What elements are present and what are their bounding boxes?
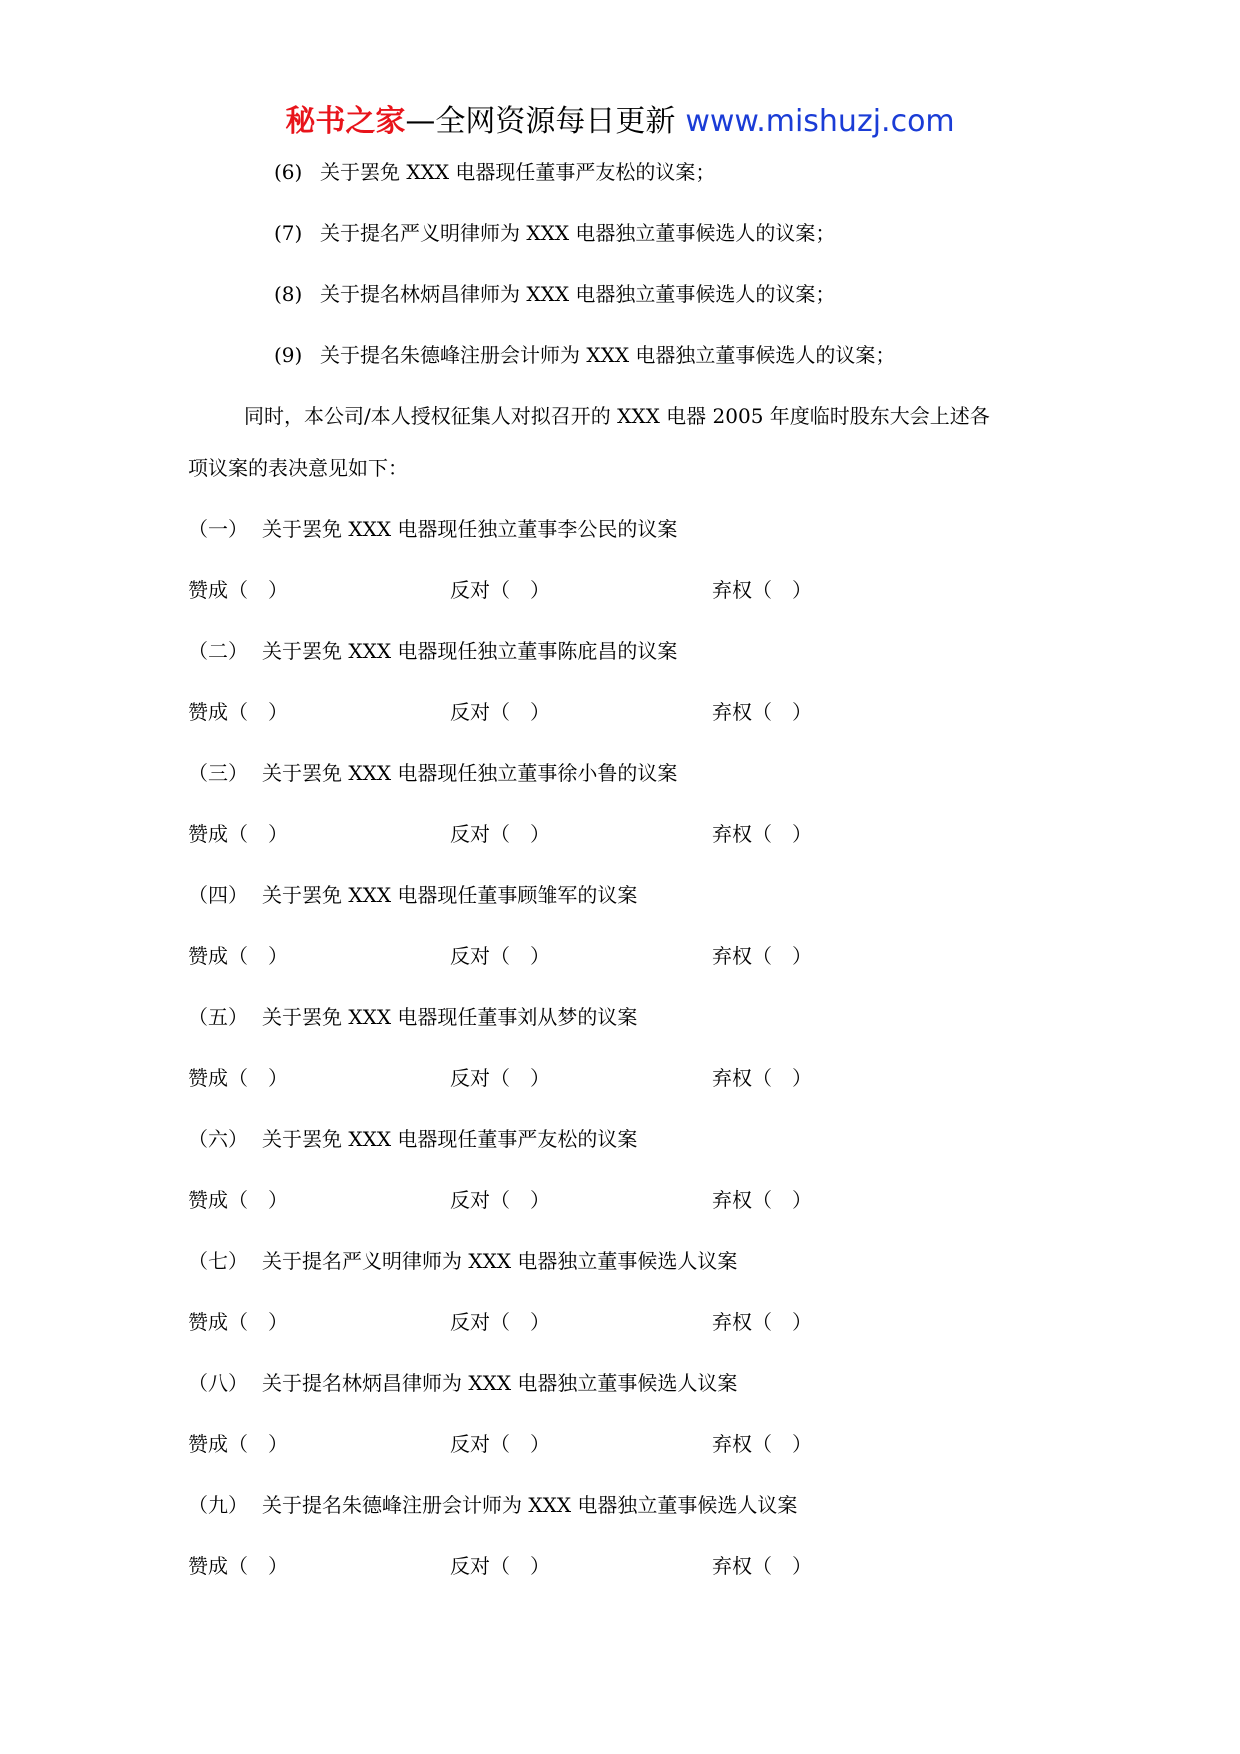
vote-approve-option[interactable]: 赞成（ ） [188, 944, 288, 968]
vote-abstain-option[interactable]: 弃权（ ） [712, 700, 812, 724]
vote-oppose-option[interactable]: 反对（ ） [450, 1554, 550, 1578]
vote-abstain-option[interactable]: 弃权（ ） [712, 944, 812, 968]
vote-approve-option[interactable]: 赞成（ ） [188, 1066, 288, 1090]
vote-abstain-option[interactable]: 弃权（ ） [712, 578, 812, 602]
resolution-text: 关于罢免 XXX 电器现任独立董事陈庇昌的议案 [262, 639, 678, 663]
resolution-text: 关于提名朱德峰注册会计师为 XXX 电器独立董事候选人议案 [262, 1493, 798, 1517]
vote-options-row [188, 1424, 1068, 1485]
vote-oppose-option[interactable]: 反对（ ） [450, 822, 550, 846]
resolution-text: 关于罢免 XXX 电器现任董事刘从梦的议案 [262, 1005, 638, 1029]
item-number: (8) [274, 282, 303, 306]
vote-oppose-option[interactable]: 反对（ ） [450, 700, 550, 724]
watermark-slogan: —全网资源每日更新 [405, 104, 676, 139]
vote-abstain-option[interactable]: 弃权（ ） [712, 1066, 812, 1090]
numbered-item [188, 335, 1068, 396]
resolution-title [188, 997, 1068, 1058]
resolution-label: （四） [188, 883, 248, 907]
vote-approve-option[interactable]: 赞成（ ） [188, 822, 288, 846]
authorization-paragraph-line1: 同时，本公司/本人授权征集人对拟召开的 XXX 电器 2005 年度临时股东大会上述各 [244, 404, 990, 428]
vote-oppose-option[interactable]: 反对（ ） [450, 1310, 550, 1334]
item-text: 关于提名林炳昌律师为 XXX 电器独立董事候选人的议案； [320, 282, 836, 306]
vote-options-row [188, 1058, 1068, 1119]
resolution-title [188, 1485, 1068, 1546]
resolution-list [188, 509, 1068, 1607]
vote-options-row [188, 814, 1068, 875]
watermark-brand: 秘书之家 [285, 104, 406, 139]
vote-abstain-option[interactable]: 弃权（ ） [712, 822, 812, 846]
authorization-paragraph-line2: 项议案的表决意见如下： [188, 456, 408, 480]
numbered-item [188, 152, 1068, 213]
vote-oppose-option[interactable]: 反对（ ） [450, 578, 550, 602]
resolution-title [188, 509, 1068, 570]
watermark-header [0, 102, 1240, 142]
vote-abstain-option[interactable]: 弃权（ ） [712, 1432, 812, 1456]
vote-approve-option[interactable]: 赞成（ ） [188, 1432, 288, 1456]
vote-abstain-option[interactable]: 弃权（ ） [712, 1554, 812, 1578]
resolution-text: 关于罢免 XXX 电器现任董事顾雏军的议案 [262, 883, 638, 907]
resolution-label: （一） [188, 517, 248, 541]
watermark-url: www.mishuzj.com [685, 104, 955, 139]
resolution-title [188, 1241, 1068, 1302]
item-text: 关于罢免 XXX 电器现任董事严友松的议案； [320, 160, 716, 184]
resolution-label: （九） [188, 1493, 248, 1517]
numbered-item [188, 213, 1068, 274]
vote-options-row [188, 570, 1068, 631]
resolution-title [188, 753, 1068, 814]
item-number: (9) [274, 343, 303, 367]
resolution-text: 关于罢免 XXX 电器现任独立董事徐小鲁的议案 [262, 761, 678, 785]
vote-options-row [188, 692, 1068, 753]
numbered-item [188, 274, 1068, 335]
resolution-label: （三） [188, 761, 248, 785]
resolution-title [188, 631, 1068, 692]
vote-oppose-option[interactable]: 反对（ ） [450, 1188, 550, 1212]
resolution-label: （二） [188, 639, 248, 663]
vote-approve-option[interactable]: 赞成（ ） [188, 578, 288, 602]
resolution-title [188, 875, 1068, 936]
item-number: (7) [274, 221, 303, 245]
resolution-text: 关于罢免 XXX 电器现任董事严友松的议案 [262, 1127, 638, 1151]
vote-options-row [188, 936, 1068, 997]
vote-options-row [188, 1180, 1068, 1241]
vote-options-row [188, 1546, 1068, 1607]
vote-oppose-option[interactable]: 反对（ ） [450, 944, 550, 968]
vote-oppose-option[interactable]: 反对（ ） [450, 1066, 550, 1090]
item-number: (6) [274, 160, 303, 184]
vote-oppose-option[interactable]: 反对（ ） [450, 1432, 550, 1456]
resolution-text: 关于提名严义明律师为 XXX 电器独立董事候选人议案 [262, 1249, 738, 1273]
resolution-title [188, 1363, 1068, 1424]
resolution-text: 关于提名林炳昌律师为 XXX 电器独立董事候选人议案 [262, 1371, 738, 1395]
vote-approve-option[interactable]: 赞成（ ） [188, 700, 288, 724]
resolution-label: （八） [188, 1371, 248, 1395]
document-body [188, 152, 1068, 1607]
vote-approve-option[interactable]: 赞成（ ） [188, 1310, 288, 1334]
vote-approve-option[interactable]: 赞成（ ） [188, 1554, 288, 1578]
vote-options-row [188, 1302, 1068, 1363]
vote-approve-option[interactable]: 赞成（ ） [188, 1188, 288, 1212]
resolution-label: （六） [188, 1127, 248, 1151]
resolution-text: 关于罢免 XXX 电器现任独立董事李公民的议案 [262, 517, 678, 541]
item-text: 关于提名朱德峰注册会计师为 XXX 电器独立董事候选人的议案； [320, 343, 896, 367]
resolution-title [188, 1119, 1068, 1180]
item-text: 关于提名严义明律师为 XXX 电器独立董事候选人的议案； [320, 221, 836, 245]
vote-abstain-option[interactable]: 弃权（ ） [712, 1310, 812, 1334]
resolution-label: （五） [188, 1005, 248, 1029]
vote-abstain-option[interactable]: 弃权（ ） [712, 1188, 812, 1212]
resolution-label: （七） [188, 1249, 248, 1273]
